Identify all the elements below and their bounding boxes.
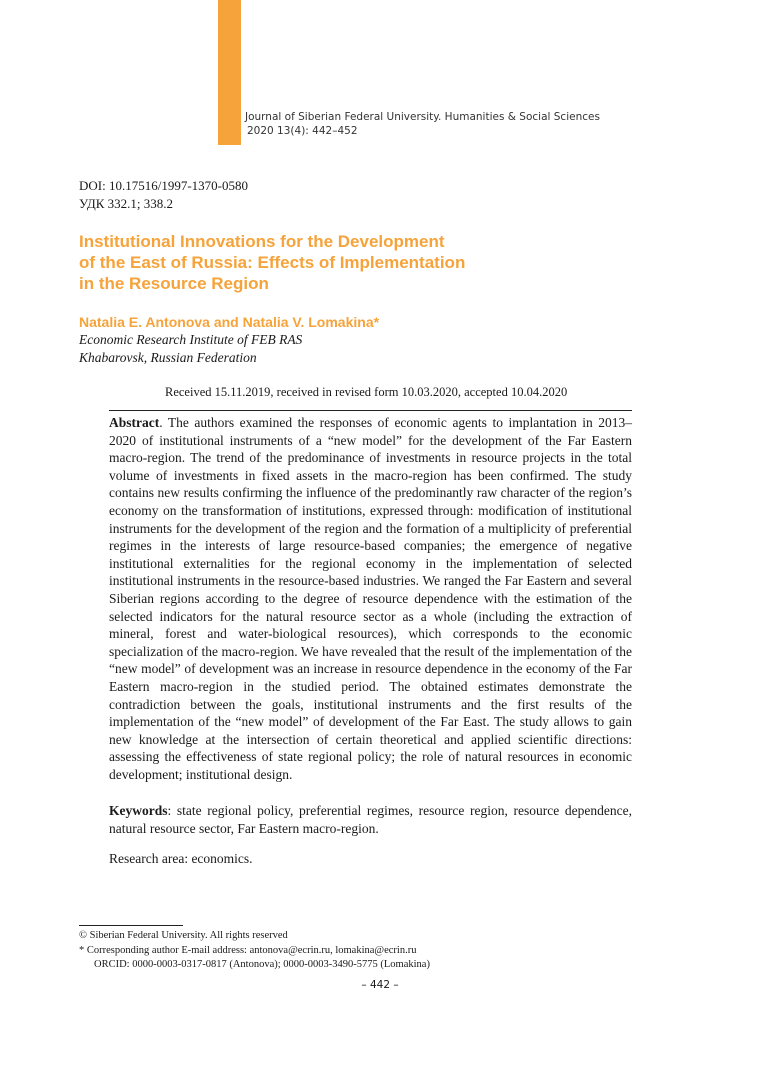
udk: УДК 332.1; 338.2 — [79, 196, 174, 211]
article-identifiers — [79, 177, 248, 213]
location: Khabarovsk, Russian Federation — [79, 350, 257, 365]
research-area: Research area: economics. — [109, 851, 253, 866]
journal-header — [245, 110, 665, 138]
orcid-note: ORCID: 0000-0003-0317-0817 (Antonova); 0000-0003-3490-5775 (Lomakina) — [94, 959, 430, 970]
title-line: of the East of Russia: Effects of Implementation — [79, 253, 466, 272]
abstract — [109, 414, 632, 783]
article-title — [79, 231, 539, 294]
received-dates: Received 15.11.2019, received in revised form 10.03.2020, accepted 10.04.2020 — [165, 385, 568, 399]
affiliation-block — [79, 331, 302, 367]
authors: Natalia E. Antonova and Natalia V. Lomakina* — [79, 314, 380, 330]
abstract-label: Abstract — [109, 415, 160, 430]
copyright-note: © Siberian Federal University. All rights reserved — [79, 930, 288, 941]
doi: DOI: 10.17516/1997-1370-0580 — [79, 178, 248, 193]
affiliation: Economic Research Institute of FEB RAS — [79, 332, 303, 347]
title-line: Institutional Innovations for the Development — [79, 232, 445, 251]
keywords-label: Keywords — [109, 803, 168, 818]
keywords-text: : state regional policy, preferential regimes, resource region, resource dependence, natural resource sector, Far Eastern macro-region. — [109, 803, 632, 836]
footnotes — [79, 929, 639, 973]
abstract-divider — [109, 410, 632, 411]
journal-accent-bar — [218, 0, 241, 145]
abstract-text: . The authors examined the responses of economic agents to implantation in 2013–2020 of institutional instruments of a “new model” for the development of the Far Eastern macro-region. The trend of the predominance of investments in resource projects in the total volume of investments in fixed assets in the macro-region has been confirmed. The study contains new results confirming the influence of the predominantly raw character of the region’s economy on the transformation of institutions, expressed through: modification of institutional instruments for the development of the region and the formation of a multiplicity of preferential regimes in the interests of large resource-based companies; the emergence of negative institutional externalities for the regional economy in the implementation of selected institutional instruments in the resource-based industries. We ranged the Far Eastern and several Siberian regions according to the degree of resource dependence with the estimation of the selected indicators for the natural resource sector as a whole (including the extraction of mineral, forest and water-biological resources), which corresponds to the economic specialization of the macro-region. We have revealed that the result of the implementation of the “new model” of development was an increase in resource dependence in the economy of the Far Eastern macro-region in the studied period. The obtained estimates demonstrate the contradiction between the goals, institutional instruments and the first results of the implementation of the “new model” of development of the Far East. The study allows to gain new knowledge at the intersection of certain theoretical and applied scientific directions: assessing the effectiveness of state regional policy; the role of natural resources in economic development; institutional design. — [109, 415, 632, 782]
corresponding-author-note: * Corresponding author E-mail address: antonova@ecrin.ru, lomakina@ecrin.ru — [79, 944, 417, 956]
journal-volume: 2020 13(4): 442–452 — [247, 125, 358, 137]
title-line: in the Resource Region — [79, 274, 269, 293]
footnote-divider — [79, 925, 183, 926]
keywords — [109, 802, 632, 837]
journal-name: Journal of Siberian Federal University. Humanities & Social Sciences — [245, 111, 600, 123]
page-number: – 442 – — [361, 979, 399, 991]
